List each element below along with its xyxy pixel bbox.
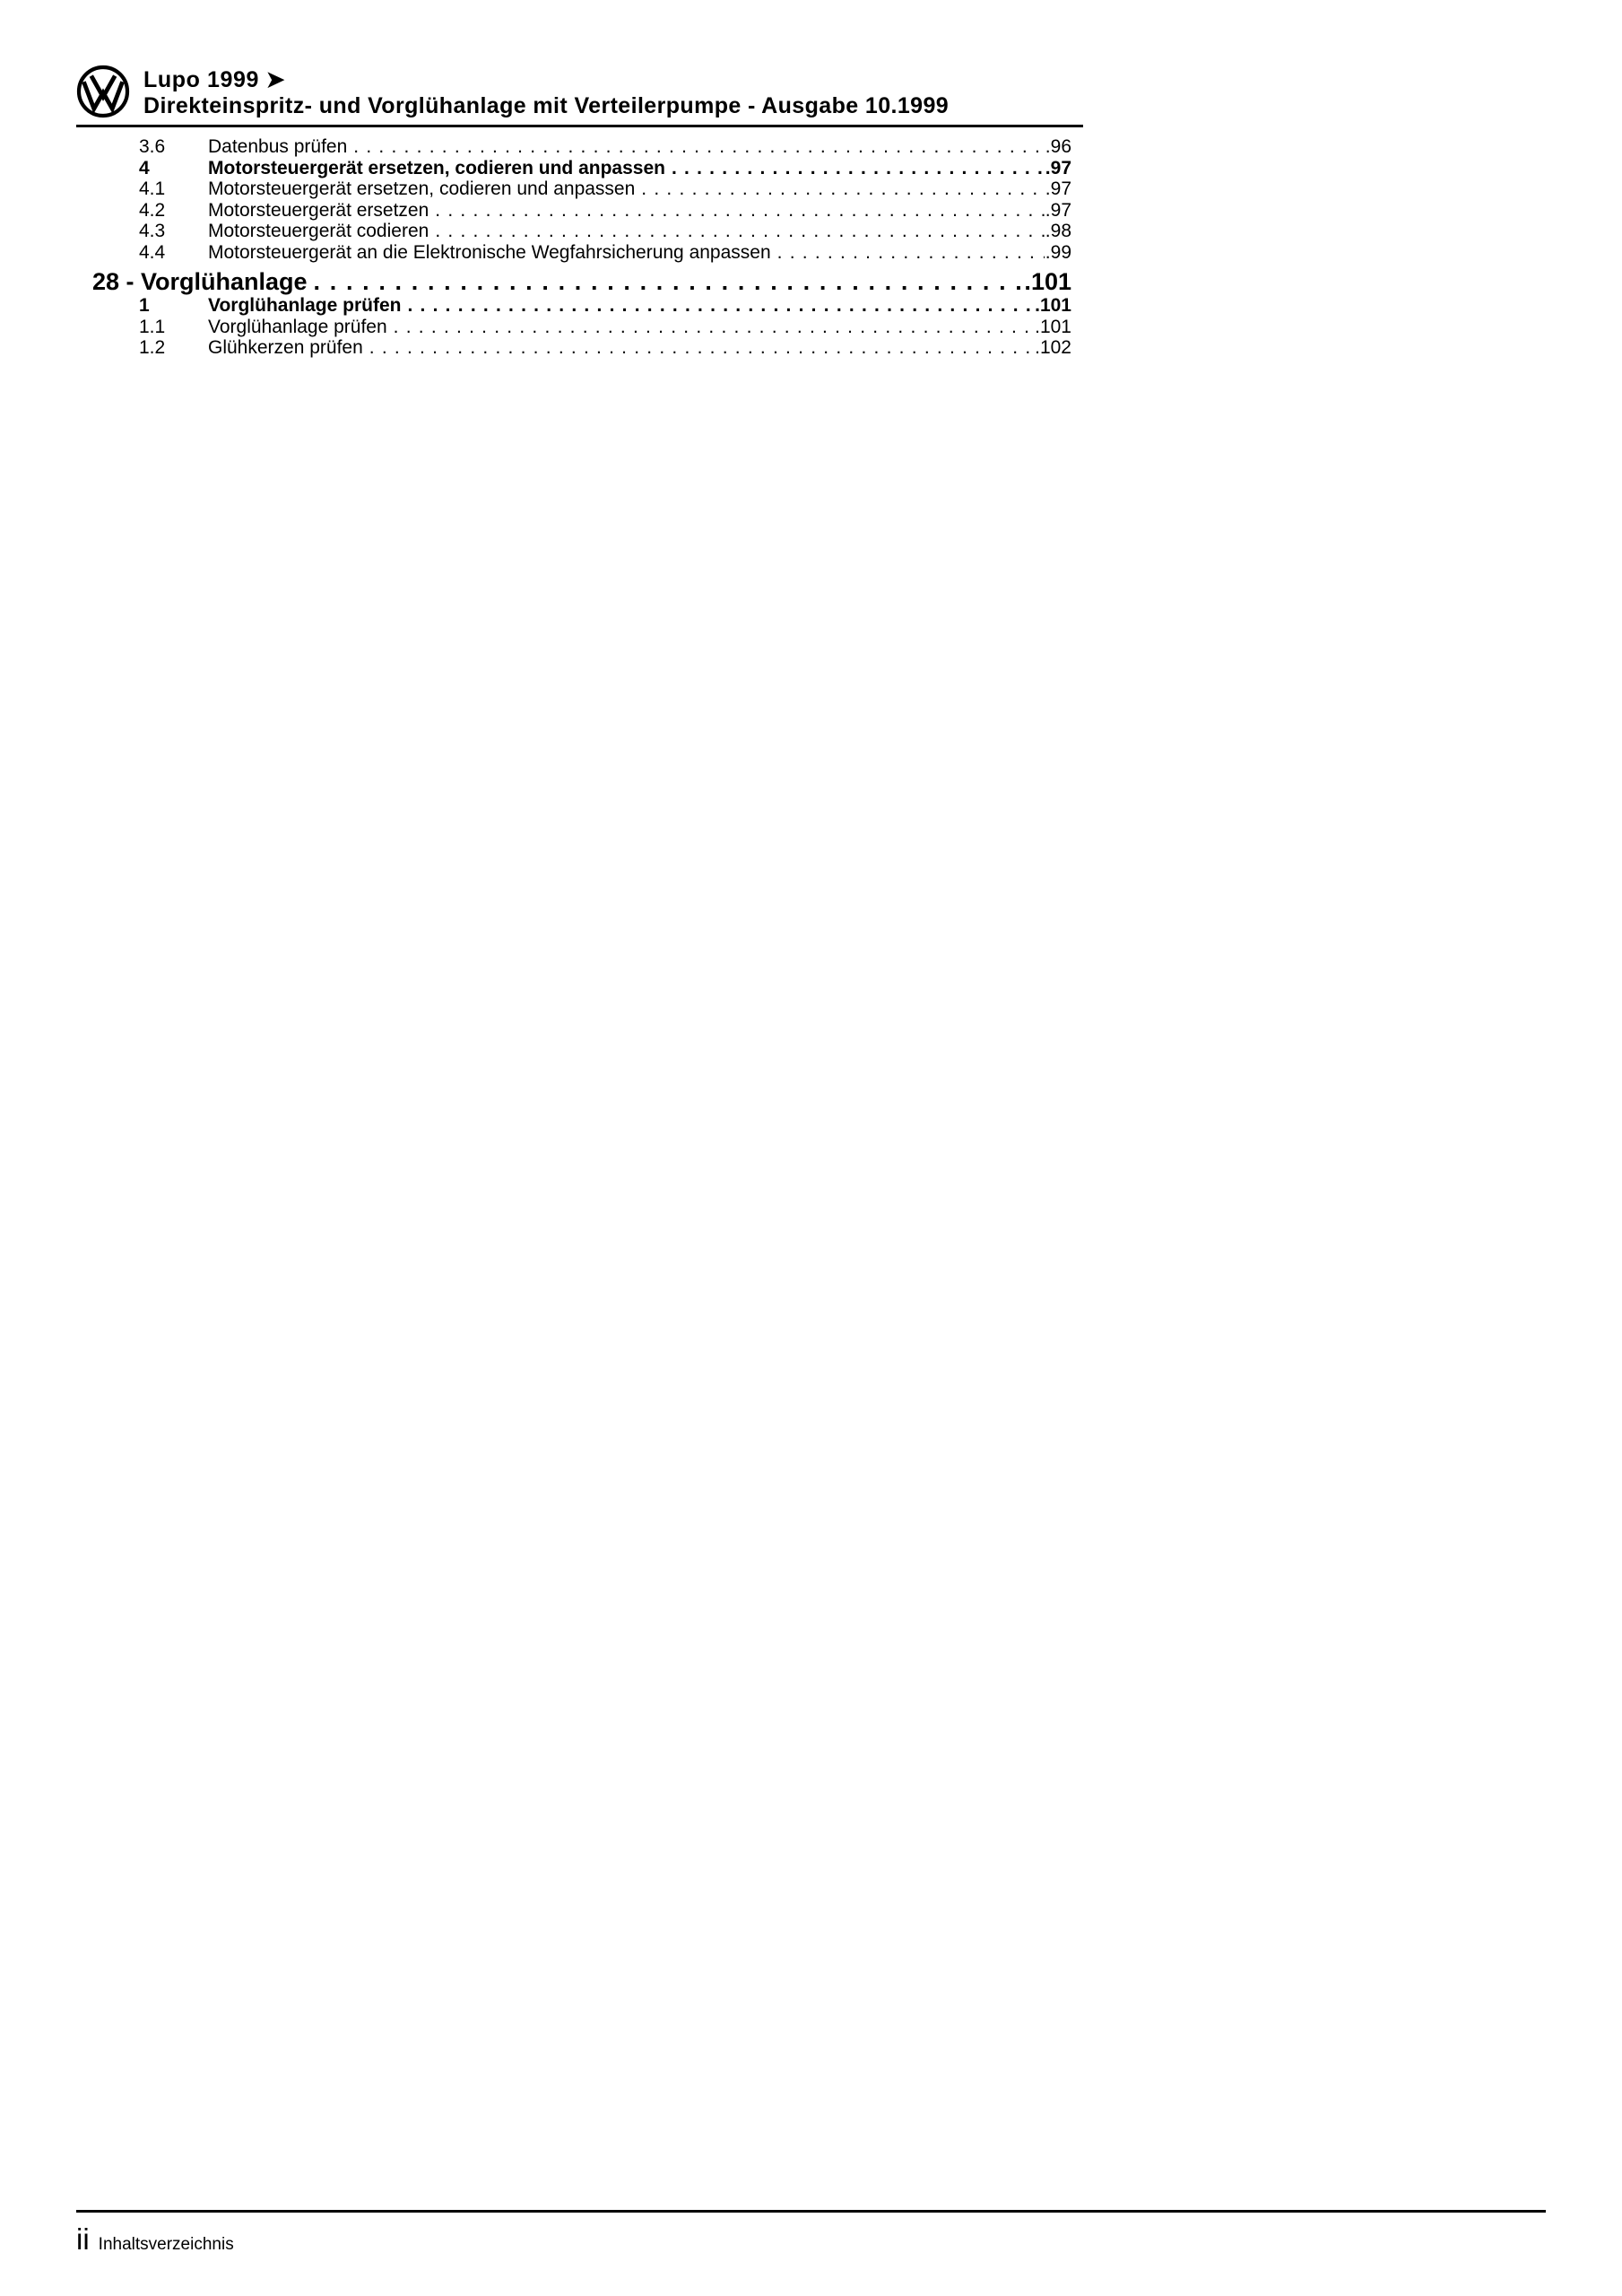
toc-entry-page: . 96: [1045, 136, 1071, 158]
toc-entry-page: . 99: [1045, 242, 1071, 264]
toc-entry-page: . 102: [1035, 337, 1071, 359]
toc-entry-row: [76, 295, 1071, 317]
vw-logo-icon: [76, 65, 130, 118]
toc-entry-row: [76, 242, 1071, 264]
leader-dots: [407, 295, 1034, 317]
toc-section-heading: [76, 268, 1071, 295]
footer-divider: [76, 2210, 1546, 2213]
page-footer: [76, 2224, 234, 2255]
toc-entry-number: 3.6: [139, 136, 166, 157]
leader-dots: [353, 136, 1045, 158]
toc-entry-page: . 97: [1045, 200, 1071, 222]
toc-entry-page: . 101: [1035, 295, 1071, 317]
toc-entry-row: [76, 136, 1071, 158]
toc-entry-title: Motorsteuergerät an die Elektronische Wegfahrsicherung anpassen: [208, 241, 771, 263]
page-header: [76, 65, 949, 118]
toc-entry-title: Motorsteuergerät ersetzen, codieren und anpassen: [208, 157, 665, 178]
toc-entry-title: Datenbus prüfen: [208, 136, 348, 157]
leader-dots: [641, 178, 1045, 200]
toc-entry-page: . 101: [1035, 317, 1071, 338]
toc-entry-title: Vorglühanlage prüfen: [208, 295, 402, 316]
toc-entry-title: Motorsteuergerät codieren: [208, 221, 429, 241]
header-text: [143, 65, 949, 118]
table-of-contents: [76, 136, 1071, 359]
toc-entry-number: 1: [139, 295, 150, 316]
leader-dots: [777, 242, 1045, 264]
toc-entry-number: 4.2: [139, 199, 166, 221]
toc-entry-number: 4.1: [139, 178, 166, 199]
leader-dots: [394, 317, 1034, 338]
footer-page-number: ii: [76, 2222, 90, 2256]
toc-section-page: . 101: [1024, 268, 1071, 295]
toc-entry-number: 1.2: [139, 337, 166, 358]
toc-entry-title: Vorglühanlage prüfen: [208, 316, 387, 337]
toc-entry-page: . 97: [1045, 158, 1071, 179]
toc-section-title: 28 - Vorglühanlage: [92, 268, 308, 295]
toc-entry-page: . 97: [1045, 178, 1071, 200]
toc-entry-row: [76, 200, 1071, 222]
toc-entry-row: [76, 158, 1071, 179]
toc-entry-row: [76, 221, 1071, 242]
document-title: Lupo 1999 ➤: [143, 67, 286, 92]
header-divider: [76, 125, 1083, 127]
leader-dots: [672, 158, 1045, 179]
toc-entry-number: 4: [139, 157, 150, 178]
toc-entry-title: Motorsteuergerät ersetzen, codieren und anpassen: [208, 178, 636, 199]
leader-dots: [435, 221, 1044, 242]
toc-entry-number: 1.1: [139, 316, 166, 337]
toc-entry-title: Glühkerzen prüfen: [208, 337, 363, 358]
footer-label: Inhaltsverzeichnis: [98, 2235, 234, 2254]
leader-dots: [369, 337, 1034, 359]
toc-entry-row: [76, 178, 1071, 200]
toc-entry-title: Motorsteuergerät ersetzen: [208, 199, 429, 221]
toc-entry-page: . 98: [1045, 221, 1071, 242]
toc-entry-number: 4.4: [139, 241, 166, 263]
document-subtitle: Direkteinspritz- und Vorglühanlage mit Verteilerpumpe - Ausgabe 10.1999: [143, 93, 950, 118]
leader-dots: [314, 268, 1024, 295]
toc-entry-row: [76, 317, 1071, 338]
toc-entry-number: 4.3: [139, 221, 166, 241]
leader-dots: [435, 200, 1045, 222]
toc-entry-row: [76, 337, 1071, 359]
